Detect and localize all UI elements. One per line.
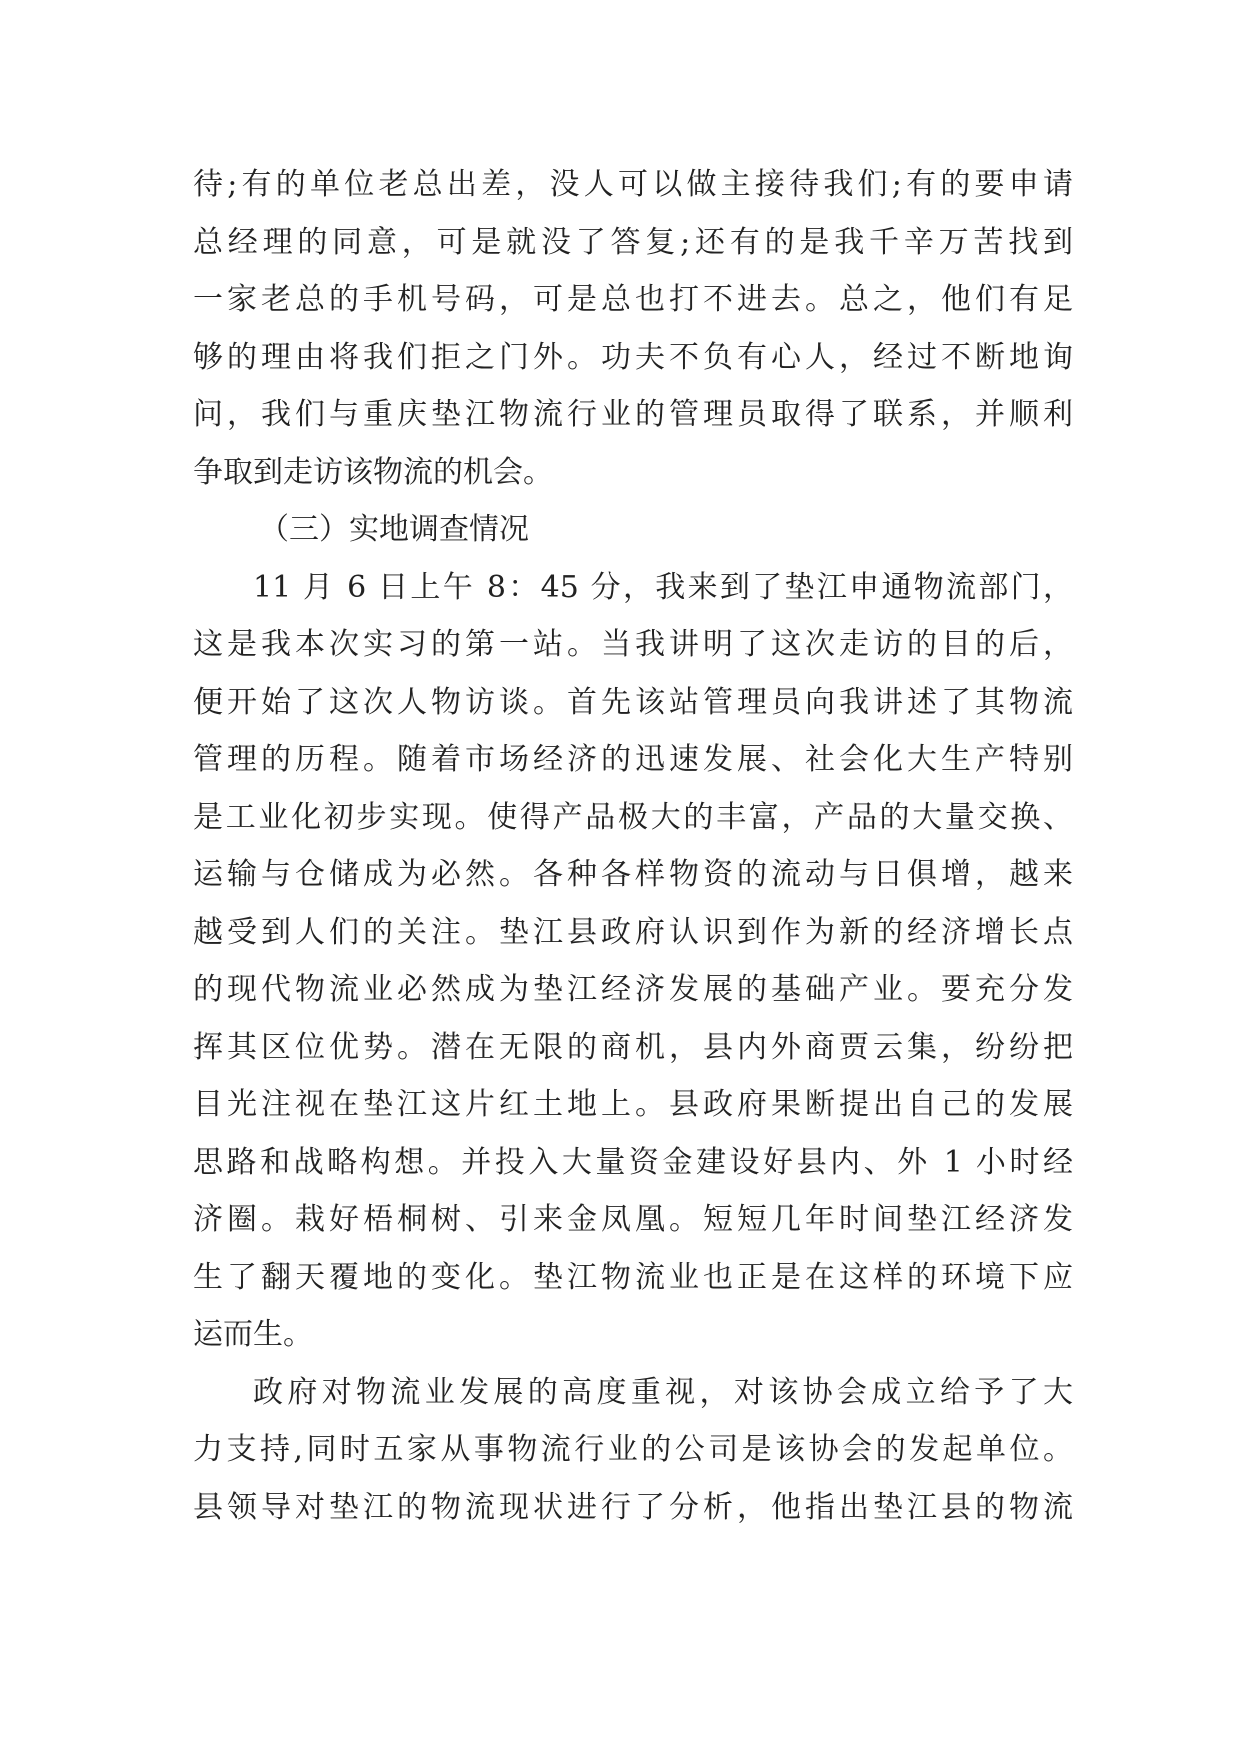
text-line: 总经理的同意，可是就没了答复;还有的是我千辛万苦找到	[193, 224, 1073, 260]
text-line: 运而生。	[193, 1317, 313, 1352]
text-line: 问，我们与重庆垫江物流行业的管理员取得了联系，并顺利	[193, 397, 1073, 432]
text-line: 县领导对垫江的物流现状进行了分析，他指出垫江县的物流	[193, 1489, 1073, 1525]
text-line: 待;有的单位老总出差，没人可以做主接待我们;有的要申请	[193, 167, 1073, 202]
text-line: 11 月 6 日上午 8：45 分，我来到了垫江申通物流部门，	[253, 569, 1073, 605]
text-line: 生了翻天覆地的变化。垫江物流业也正是在这样的环境下应	[193, 1259, 1073, 1295]
text-line: 的现代物流业必然成为垫江经济发展的基础产业。要充分发	[193, 972, 1073, 1007]
text-line: 挥其区位优势。潜在无限的商机，县内外商贾云集，纷纷把	[193, 1029, 1073, 1065]
text-line: 够的理由将我们拒之门外。功夫不负有心人，经过不断地询	[193, 339, 1073, 375]
body-text	[193, 156, 1073, 1536]
text-line: 越受到人们的关注。垫江县政府认识到作为新的经济增长点	[193, 914, 1073, 950]
text-line: 力支持,同时五家从事物流行业的公司是该协会的发起单位。	[193, 1432, 1073, 1467]
text-line: 便开始了这次人物访谈。首先该站管理员向我讲述了其物流	[193, 684, 1073, 720]
text-line: 争取到走访该物流的机会。	[193, 454, 553, 490]
text-line: 思路和战略构想。并投入大量资金建设好县内、外 1 小时经	[193, 1144, 1073, 1180]
text-line: 目光注视在垫江这片红土地上。县政府果断提出自己的发展	[193, 1087, 1073, 1122]
text-line: 一家老总的手机号码，可是总也打不进去。总之，他们有足	[193, 282, 1073, 317]
text-line: 运输与仓储成为必然。各种各样物资的流动与日俱增，越来	[193, 857, 1073, 892]
section-heading: （三）实地调查情况	[259, 512, 529, 547]
text-line: 管理的历程。随着市场经济的迅速发展、社会化大生产特别	[193, 742, 1073, 777]
text-line: 济圈。栽好梧桐树、引来金凤凰。短短几年时间垫江经济发	[193, 1202, 1073, 1237]
text-line: 是工业化初步实现。使得产品极大的丰富，产品的大量交换、	[193, 799, 1073, 835]
text-line: 政府对物流业发展的高度重视，对该协会成立给予了大	[253, 1374, 1073, 1410]
text-line: 这是我本次实习的第一站。当我讲明了这次走访的目的后，	[193, 627, 1073, 662]
